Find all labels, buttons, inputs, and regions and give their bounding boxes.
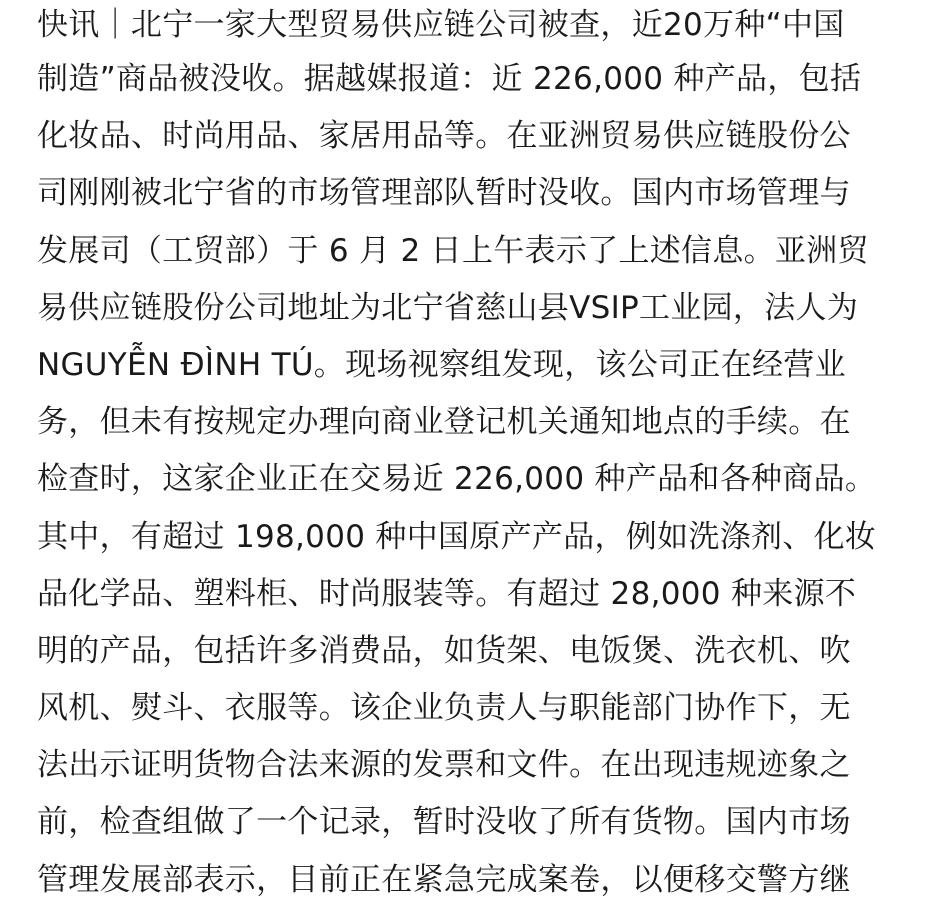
article-line: NGUYỄN ĐÌNH TÚ。现场视察组发现，该公司正在经营业 xyxy=(37,346,846,383)
article-line: 明的产品，包括许多消费品，如货架、电饭煲、洗衣机、吹 xyxy=(37,632,851,669)
article-line: 法出示证明货物合法来源的发票和文件。在出现违规迹象之 xyxy=(37,747,851,784)
article-line: 品化学品、塑料柜、时尚服装等。有超过 28,000 种来源不 xyxy=(37,575,857,612)
article-line: 化妆品、时尚用品、家居用品等。在亚洲贸易供应链股份公 xyxy=(37,118,851,155)
article-line: 其中，有超过 198,000 种中国原产产品，例如洗涤剂、化妆 xyxy=(37,518,877,555)
article-line: 司刚刚被北宁省的市场管理部队暂时没收。国内市场管理与 xyxy=(37,175,851,212)
article-line: 制造”商品被没收。据越媒报道：近 226,000 种产品，包括 xyxy=(37,61,862,97)
article-line: 发展司（工贸部）于 6 月 2 日上午表示了上述信息。亚洲贸 xyxy=(37,232,869,269)
article-line: 前，检查组做了一个记录，暂时没收了所有货物。国内市场 xyxy=(37,804,851,841)
article-line: 风机、熨斗、衣服等。该企业负责人与职能部门协作下，无 xyxy=(37,690,851,727)
article-line: 易供应链股份公司地址为北宁省慈山县VSIP工业园，法人为 xyxy=(37,289,859,326)
article-line: 管理发展部表示，目前正在紧急完成案卷，以便移交警方继 xyxy=(37,861,851,898)
article-line: 快讯｜北宁一家大型贸易供应链公司被查，近20万种“中国 xyxy=(37,7,845,43)
article-line: 务，但未有按规定办理向商业登记机关通知地点的手续。在 xyxy=(37,404,851,441)
article-line: 检查时，这家企业正在交易近 226,000 种产品和各种商品。 xyxy=(37,461,877,498)
news-article-body xyxy=(37,0,917,909)
